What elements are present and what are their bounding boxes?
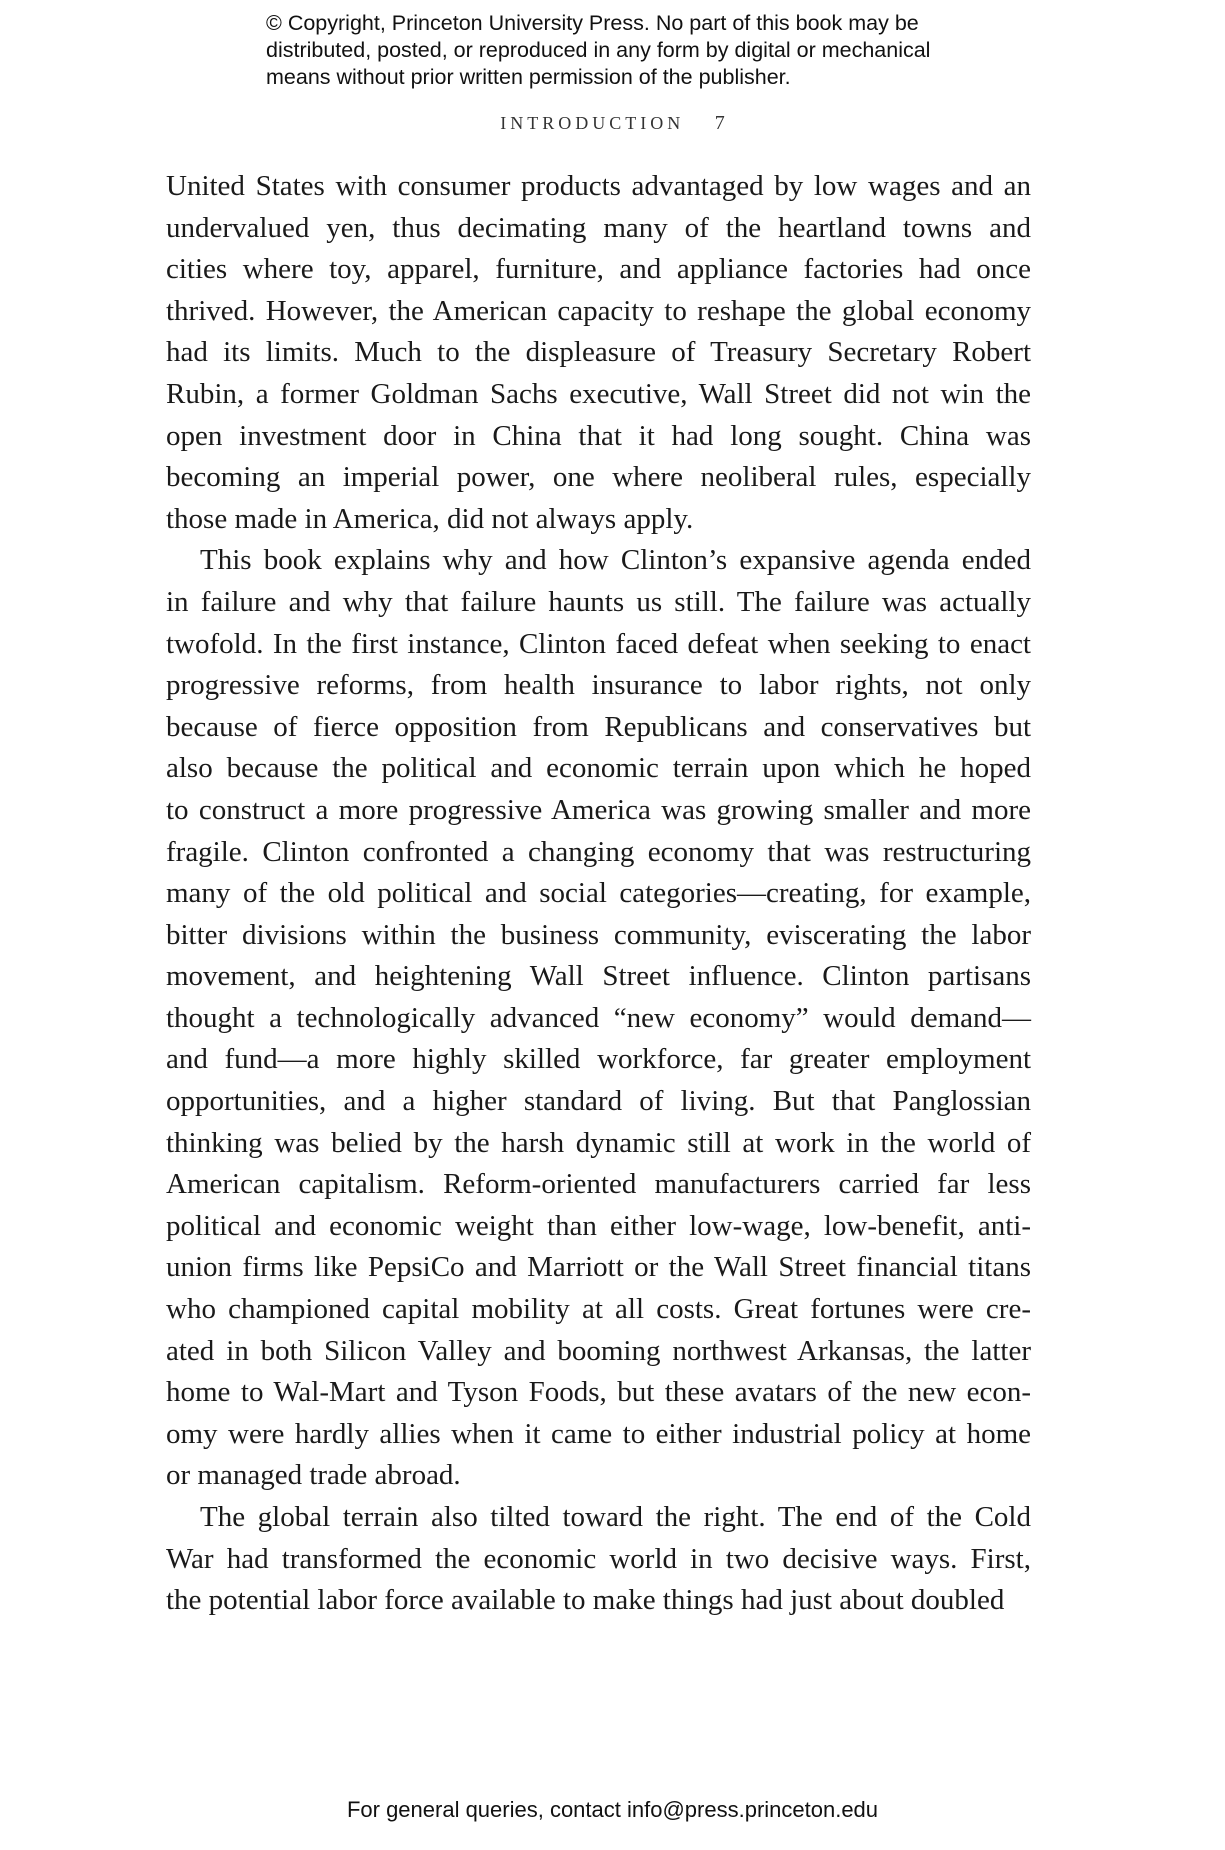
running-head-section: INTRODUCTION [500,113,685,133]
text-line: or managed trade abroad. [166,1459,461,1492]
text-line: progressive reforms, from health insurance to labor rights, not only [166,669,1031,702]
text-line: United States with consumer products advantaged by low wages and an [166,170,1031,202]
running-head [0,112,1225,135]
text-line: War had transformed the economic world in two decisive ways. First, [166,1542,1031,1575]
copyright-line: means without prior written permission of the publisher. [266,65,791,89]
text-line: thought a technologically advanced “new economy” would demand— [166,1001,1031,1034]
text-line: ated in both Silicon Valley and booming northwest Arkansas, the latter [166,1334,1031,1367]
text-line: union firms like PepsiCo and Marriott or the Wall Street financial titans [166,1251,1031,1284]
text-line: Rubin, a former Goldman Sachs executive, Wall Street did not win the [166,377,1031,410]
text-line: who championed capital mobility at all costs. Great fortunes were cre- [166,1293,1031,1326]
text-line: open investment door in China that it had long sought. China was [166,419,1031,452]
text-line: thinking was belied by the harsh dynamic still at work in the world of [166,1126,1031,1159]
text-line: fragile. Clinton confronted a changing economy that was restructuring [166,835,1031,868]
text-line: because of fierce opposition from Republicans and conservatives but [166,710,1031,743]
text-line: those made in America, did not always apply. [166,502,694,535]
text-line: home to Wal-Mart and Tyson Foods, but these avatars of the new econ- [166,1376,1031,1409]
text-line: opportunities, and a higher standard of living. But that Panglossian [166,1085,1031,1118]
text-line: and fund—a more highly skilled workforce, far greater employment [166,1043,1031,1076]
text-line: cities where toy, apparel, furniture, and appliance factories had once [166,253,1031,286]
text-line: This book explains why and how Clinton’s expansive agenda ended [200,544,1031,577]
copyright-line: distributed, posted, or reproduced in any form by digital or mechanical [266,38,931,62]
text-line: had its limits. Much to the displeasure of Treasury Secretary Robert [166,336,1031,369]
text-line: to construct a more progressive America was growing smaller and more [166,793,1031,826]
text-line: also because the political and economic terrain upon which he hoped [166,752,1031,785]
text-line: thrived. However, the American capacity to reshape the global economy [166,294,1031,327]
body-text [166,166,1031,1622]
text-line: bitter divisions within the business community, eviscerating the labor [166,918,1031,951]
text-line: in failure and why that failure haunts us still. The failure was actually [166,585,1031,618]
copyright-line: © Copyright, Princeton University Press. No part of this book may be [266,11,919,35]
paragraph [166,540,1031,1497]
paragraph [166,166,1031,540]
text-line: The global terrain also tilted toward the right. The end of the Cold [200,1501,1031,1533]
text-line: omy were hardly allies when it came to either industrial policy at home [166,1417,1031,1450]
page-number: 7 [714,112,725,134]
copyright-notice [266,10,1026,91]
text-line: many of the old political and social categories—creating, for example, [166,877,1031,910]
paragraph [166,1497,1031,1622]
text-line: undervalued yen, thus decimating many of the heartland towns and [166,211,1031,244]
text-line: movement, and heightening Wall Street influence. Clinton partisans [166,960,1031,993]
text-line: twofold. In the first instance, Clinton faced defeat when seeking to enact [166,627,1031,660]
text-line: the potential labor force available to make things had just about doubled [166,1584,1005,1617]
text-line: political and economic weight than either low-wage, low-benefit, anti- [166,1209,1031,1242]
footer-contact: For general queries, contact info@press.princeton.edu [346,1797,879,1822]
text-line: American capitalism. Reform-oriented manufacturers carried far less [166,1168,1031,1201]
text-line: becoming an imperial power, one where neoliberal rules, especially [166,461,1031,494]
